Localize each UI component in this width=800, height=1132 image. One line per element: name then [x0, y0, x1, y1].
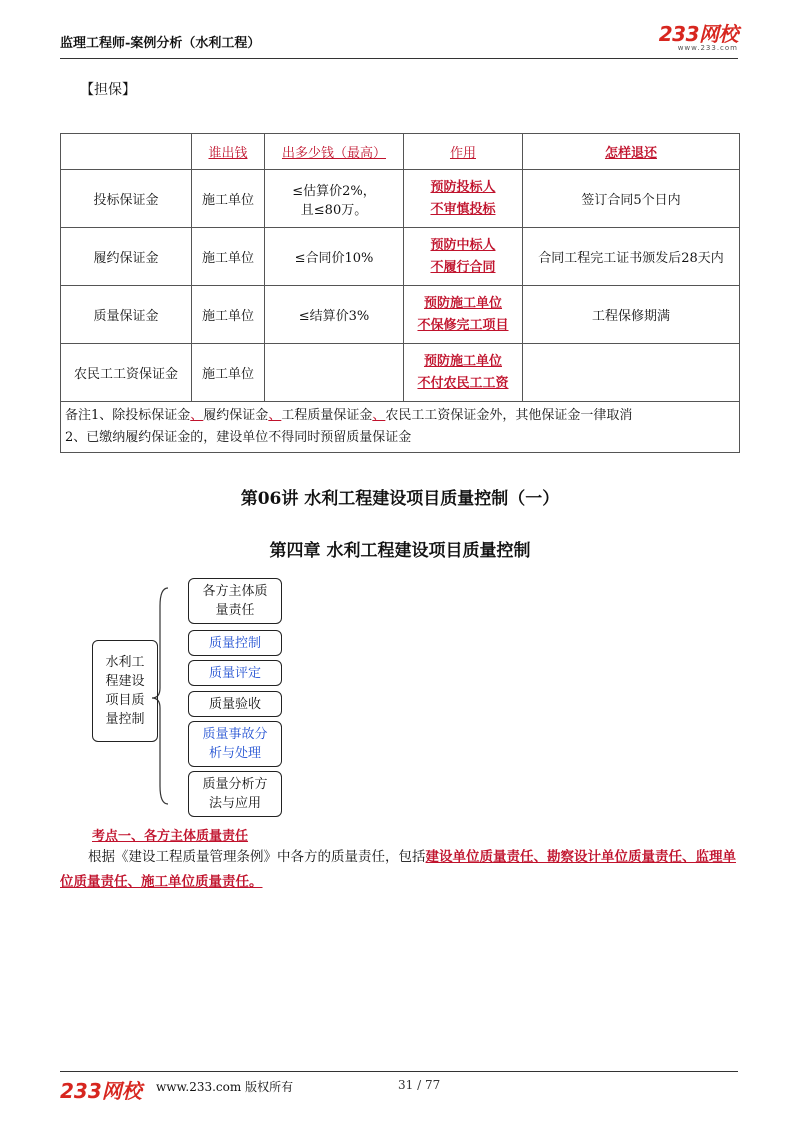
- diagram-node-acceptance: 质量验收: [188, 691, 282, 717]
- row-payer: 施工单位: [192, 344, 265, 402]
- row-name: 农民工工资保证金: [61, 344, 192, 402]
- lecture-title: 第06讲 水利工程建设项目质量控制（一）: [240, 489, 560, 509]
- header-amount: 出多少钱（最高）: [265, 134, 404, 170]
- footer-copyright: www.233.com 版权所有: [156, 1080, 294, 1094]
- row-name: 质量保证金: [61, 286, 192, 344]
- diagram-node-accident: 质量事故分 析与处理: [188, 721, 282, 767]
- logo-url: www.233.com: [677, 44, 738, 52]
- page-footer: [60, 1071, 738, 1103]
- row-amount: ≤估算价2%， 且≤80万。: [265, 170, 404, 228]
- row-name: 履约保证金: [61, 228, 192, 286]
- row-purpose: 预防施工单位 不保修完工项目: [404, 286, 523, 344]
- row-payer: 施工单位: [192, 170, 265, 228]
- row-purpose: 预防投标人 不审慎投标: [404, 170, 523, 228]
- emphasized-text: 建设单位质量责任、勘察设计单位质量责任、监理单位质量责任、施工单位质量责任。: [60, 849, 736, 890]
- header-purpose: 作用: [404, 134, 523, 170]
- row-refund: 签订合同5个日内: [523, 170, 740, 228]
- row-name: 投标保证金: [61, 170, 192, 228]
- header-refund: 怎样退还: [523, 134, 740, 170]
- note-line-2: 2、已缴纳履约保证金的，建设单位不得同时预留质量保证金: [65, 430, 412, 445]
- row-refund: 工程保修期满: [523, 286, 740, 344]
- diagram-node-evaluation: 质量评定: [188, 660, 282, 686]
- diagram-node-responsibility: 各方主体质 量责任: [188, 578, 282, 624]
- row-refund: 合同工程完工证书颁发后28天内: [523, 228, 740, 286]
- row-amount: ≤合同价10%: [265, 228, 404, 286]
- row-purpose: 预防中标人 不履行合同: [404, 228, 523, 286]
- row-amount: ≤结算价3%: [265, 286, 404, 344]
- logo-text: 233网校: [658, 22, 738, 46]
- diagram-node-control: 质量控制: [188, 630, 282, 656]
- footer-logo: 233网校: [60, 1079, 142, 1103]
- kaodian-heading: 考点一、各方主体质量责任: [92, 829, 249, 844]
- header-title: 监理工程师-案例分析（水利工程）: [60, 36, 261, 51]
- section-label: 【担保】: [80, 82, 136, 98]
- row-purpose: 预防施工单位 不付农民工工资: [404, 344, 523, 402]
- diagram-root: 水利工 程建设 项目质 量控制: [92, 640, 158, 742]
- chapter-title: 第四章 水利工程建设项目质量控制: [269, 541, 531, 561]
- row-payer: 施工单位: [192, 228, 265, 286]
- note-line-1: 备注1、除投标保证金、履约保证金、工程质量保证金、农民工工资保证金外，其他保证金一律取消: [65, 408, 633, 423]
- diagram-node-analysis: 质量分析方 法与应用: [188, 771, 282, 817]
- body-paragraph: 根据《建设工程质量管理条例》中各方的质量责任，包括建设单位质量责任、勘察设计单位质量责任、监理单位质量责任、施工单位质量责任。: [60, 849, 736, 890]
- row-payer: 施工单位: [192, 286, 265, 344]
- header-payer: 谁出钱: [192, 134, 265, 170]
- page-number: 31 / 77: [398, 1078, 441, 1092]
